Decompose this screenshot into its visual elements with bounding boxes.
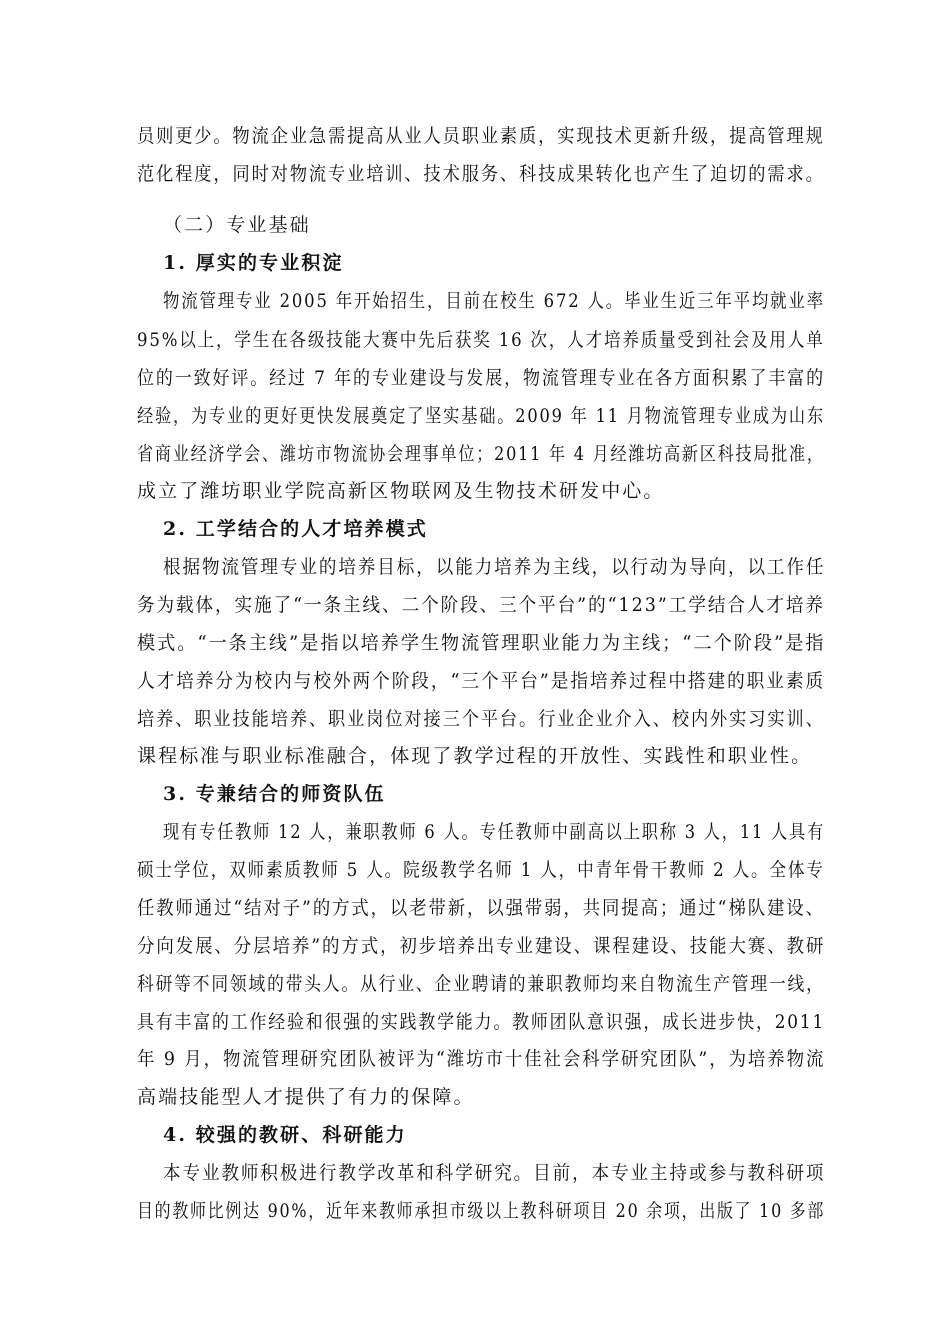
paragraph-line: 培养、职业技能培养、职业岗位对接三个平台。行业企业介入、校内外实习实训、 [137,708,825,730]
paragraph-line: 现有专任教师 12 人，兼职教师 6 人。专任教师中副高以上职称 3 人，11 人具有 [163,821,826,843]
paragraph-line: 硕士学位，双师素质教师 5 人。院级教学名师 1 人，中青年骨干教师 2 人。全体专 [137,859,825,881]
paragraph-line: 科研等不同领域的带头人。从行业、企业聘请的兼职教师均来自物流生产管理一线， [137,973,825,995]
paragraph-line: 员则更少。物流企业急需提高从业人员职业素质，实现技术更新升级，提高管理规 [137,125,825,147]
paragraph-line: 人才培养分为校内与校外两个阶段，“三个平台”是指培养过程中搭建的职业素质 [137,670,826,692]
subsection-heading: 1. 厚实的专业积淀 [163,252,344,274]
subsection-heading: 2. 工学结合的人才培养模式 [163,518,428,540]
paragraph-line: 省商业经济学会、潍坊市物流协会理事单位；2011 年 4 月经潍坊高新区科技局批准， [137,443,825,465]
paragraph-line: 分向发展、分层培养”的方式，初步培养出专业建设、课程建设、技能大赛、教研 [137,935,826,957]
subsection-heading: 3. 专兼结合的师资队伍 [163,783,386,805]
section-heading: （二）专业基础 [163,214,311,236]
paragraph-line: 高端技能型人才提供了有力的保障。 [137,1086,475,1108]
paragraph-line: 95%以上，学生在各级技能大赛中先后获奖 16 次，人才培养质量受到社会及用人单 [137,329,825,351]
paragraph-line: 模式。“一条主线”是指以培养学生物流管理职业能力为主线；“二个阶段”是指 [137,632,826,654]
paragraph-line: 经验，为专业的更好更快发展奠定了坚实基础。2009 年 11 月物流管理专业成为山东 [137,405,825,427]
paragraph-line: 本专业教师积极进行教学改革和科学研究。目前，本专业主持或参与教科研项 [163,1162,826,1184]
paragraph-line: 目的教师比例达 90%，近年来教师承担市级以上教科研项目 20 余项，出版了 10 多部 [137,1200,826,1222]
paragraph-line: 位的一致好评。经过 7 年的专业建设与发展，物流管理专业在各方面积累了丰富的 [137,367,826,389]
paragraph-line: 任教师通过“结对子”的方式，以老带新，以强带弱，共同提高；通过“梯队建设、 [137,897,825,919]
paragraph-line: 范化程度，同时对物流专业培训、技术服务、科技成果转化也产生了迫切的需求。 [137,163,825,185]
subsection-heading: 4. 较强的教研、科研能力 [163,1124,407,1146]
paragraph-line: 根据物流管理专业的培养目标，以能力培养为主线，以行动为导向，以工作任 [163,556,826,578]
paragraph-line: 年 9 月，物流管理研究团队被评为“潍坊市十佳社会科学研究团队”，为培养物流 [137,1048,826,1070]
paragraph-line: 课程标准与职业标准融合，体现了教学过程的开放性、实践性和职业性。 [137,745,813,767]
paragraph-line: 务为载体，实施了“一条主线、二个阶段、三个平台”的“123”工学结合人才培养 [137,594,825,616]
paragraph-line: 具有丰富的工作经验和很强的实践教学能力。教师团队意识强，成长进步快，2011 [137,1011,826,1033]
paragraph-line: 成立了潍坊职业学院高新区物联网及生物技术研发中心。 [137,480,665,502]
paragraph-line: 物流管理专业 2005 年开始招生，目前在校生 672 人。毕业生近三年平均就业率 [163,290,825,312]
